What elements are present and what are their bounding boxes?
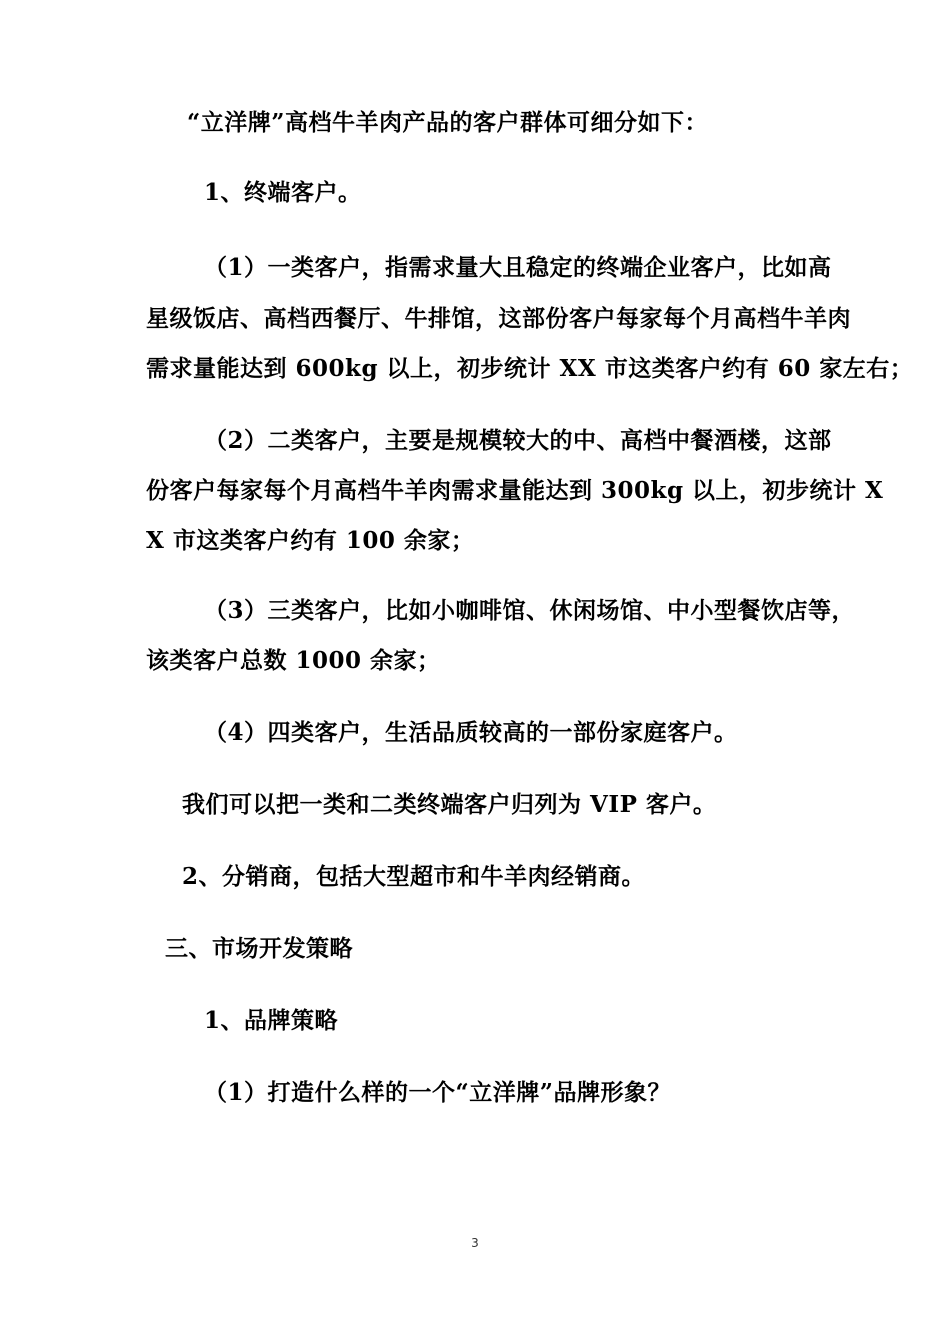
- paragraph-line: （1）打造什么样的一个“立洋牌”品牌形象？: [204, 1079, 671, 1106]
- paragraph-line: （4）四类客户，生活品质较高的一部份家庭客户。: [204, 719, 738, 746]
- paragraph-line: 份客户每家每个月高档牛羊肉需求量能达到 300kg 以上，初步统计 X: [146, 477, 884, 504]
- paragraph-line: （3）三类客户，比如小咖啡馆、休闲场馆、中小型餐饮店等，: [204, 597, 856, 624]
- paragraph-line: 需求量能达到 600kg 以上，初步统计 XX 市这类客户约有 60 家左右；: [146, 355, 914, 382]
- chapter-heading: 三、市场开发策略: [165, 935, 353, 962]
- section-heading-brand-strategy: 1、品牌策略: [204, 1007, 339, 1034]
- intro-paragraph: “立洋牌”高档牛羊肉产品的客户群体可细分如下：: [187, 109, 708, 136]
- section-heading-distributors: 2、分销商，包括大型超市和牛羊肉经销商。: [182, 863, 646, 890]
- paragraph-line: 我们可以把一类和二类终端客户归列为 VIP 客户。: [182, 791, 717, 818]
- paragraph-line: X 市这类客户约有 100 余家；: [146, 527, 475, 554]
- paragraph-line: 该类客户总数 1000 余家；: [146, 647, 441, 674]
- paragraph-line: （1）一类客户，指需求量大且稳定的终端企业客户，比如高: [204, 254, 832, 281]
- section-heading-terminal-customers: 1、终端客户。: [204, 179, 362, 206]
- page-number: 3: [471, 1236, 479, 1250]
- paragraph-line: 星级饭店、高档西餐厅、牛排馆，这部份客户每家每个月高档牛羊肉: [146, 305, 851, 332]
- paragraph-line: （2）二类客户，主要是规模较大的中、高档中餐酒楼，这部: [204, 427, 832, 454]
